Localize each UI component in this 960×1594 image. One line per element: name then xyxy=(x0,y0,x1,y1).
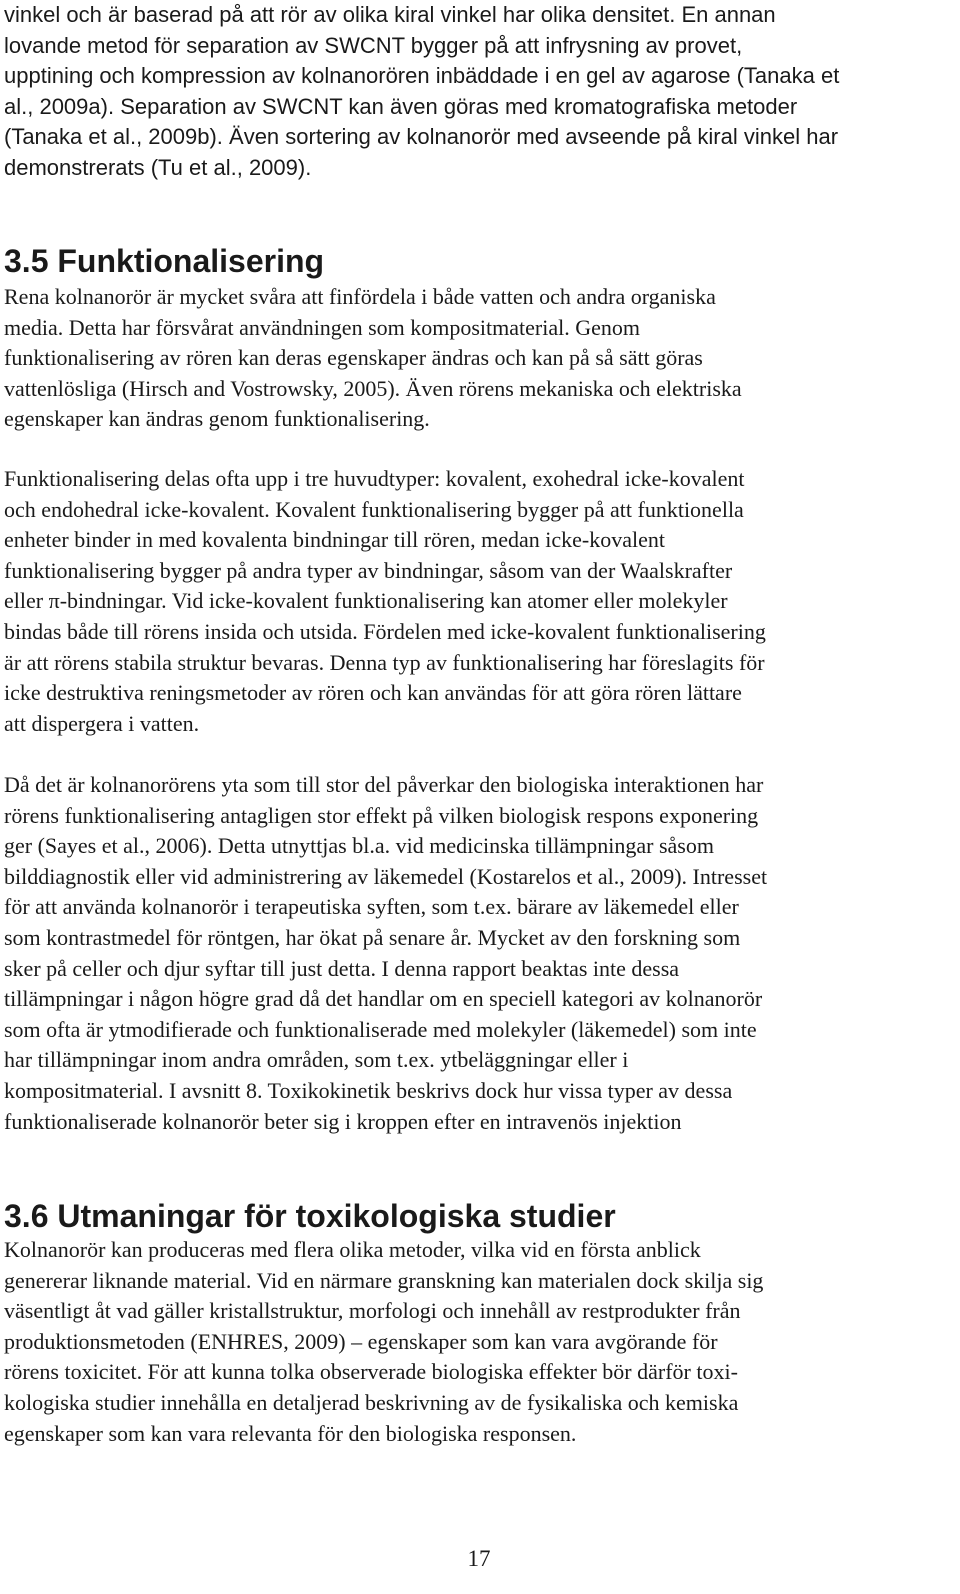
text-line: tillämpningar i någon högre grad då det handlar om en speciell kategori av kolnanorör xyxy=(4,986,763,1012)
text-line: sker på celler och djur syftar till just detta. I denna rapport beaktas inte dessa xyxy=(4,955,680,981)
intro-paragraph xyxy=(4,0,839,183)
text-line: upptining och kompression av kolnanorören inbäddade i en gel av agarose (Tanaka et xyxy=(4,63,840,88)
text-line: Rena kolnanorör är mycket svåra att finfördela i både vatten och andra organiska xyxy=(4,284,716,309)
text-line: rörens funktionalisering antagligen stor effekt på vilken biologisk respons exponering xyxy=(4,802,759,828)
section-heading-3-6: 3.6 Utmaningar för toxikologiska studier xyxy=(4,1198,616,1234)
text-line: för att använda kolnanorör i terapeutiska syften, som t.ex. bärare av läkemedel eller xyxy=(4,894,739,920)
text-line: och endohedral icke-kovalent. Kovalent funktionalisering bygger på att funktionella xyxy=(4,496,744,522)
text-line: bilddiagnostik eller vid administrering av läkemedel (Kostarelos et al., 2009). Intresset xyxy=(4,863,768,889)
text-line: kompositmaterial. I avsnitt 8. Toxikokinetik beskrivs dock hur vissa typer av dessa xyxy=(4,1077,733,1103)
text-line: produktionsmetoden (ENHRES, 2009) – egenskaper som kan vara avgörande för xyxy=(4,1328,718,1354)
page-number: 17 xyxy=(467,1546,491,1571)
text-line: Kolnanorör kan produceras med flera olika metoder, vilka vid en första anblick xyxy=(4,1237,701,1262)
text-line: genererar liknande material. Vid en närmare granskning kan materialen dock skilja sig xyxy=(4,1267,764,1293)
text-line: är att rörens stabila struktur bevaras. Denna typ av funktionalisering har föreslagits för xyxy=(4,649,765,675)
text-line: som kontrastmedel för röntgen, har ökat på senare år. Mycket av den forskning som xyxy=(4,924,741,950)
section-3-5-paragraph-1 xyxy=(4,282,742,435)
text-line: enheter binder in med kovalenta bindningar till rören, medan icke-kovalent xyxy=(4,527,665,553)
text-line: kologiska studier innehålla en detaljerad beskrivning av de fysikaliska och kemiska xyxy=(4,1389,739,1415)
text-line: funktionalisering av rören kan deras egenskaper ändras och kan på så sätt göras xyxy=(4,345,703,371)
text-line: att dispergera i vatten. xyxy=(4,710,200,736)
text-line: funktionalisering bygger på andra typer av bindningar, såsom van der Waalskrafter xyxy=(4,557,733,583)
text-line: (Tanaka et al., 2009b). Även sortering av kolnanorör med avseende på kiral vinkel har xyxy=(4,124,839,149)
section-3-5-paragraph-3 xyxy=(4,770,767,1137)
text-line: al., 2009a). Separation av SWCNT kan även göras med kromatografiska metoder xyxy=(4,93,798,119)
text-line: egenskaper som kan vara relevanta för den biologiska responsen. xyxy=(4,1420,577,1446)
text-line: Då det är kolnanorörens yta som till stor del påverkar den biologiska interaktionen har xyxy=(4,772,764,797)
text-line: vattenlösliga (Hirsch and Vostrowsky, 2005). Även rörens mekaniska och elektriska xyxy=(4,375,742,401)
text-line: som ofta är ytmodifierade och funktionaliserade med molekyler (läkemedel) som inte xyxy=(4,1016,757,1042)
text-line: demonstrerats (Tu et al., 2009). xyxy=(4,154,312,180)
text-line: media. Detta har försvårat användningen som kompositmaterial. Genom xyxy=(4,314,640,340)
text-line: icke destruktiva reningsmetoder av rören och kan användas för att göra rören lättare xyxy=(4,680,742,706)
text-line: vinkel och är baserad på att rör av olika kiral vinkel har olika densitet. En annan xyxy=(4,2,776,27)
text-line: Funktionalisering delas ofta upp i tre huvudtyper: kovalent, exohedral icke-kovalent xyxy=(4,466,745,491)
text-line: eller π-bindningar. Vid icke-kovalent funktionalisering kan atomer eller molekyler xyxy=(4,588,728,614)
text-line: egenskaper kan ändras genom funktionalisering. xyxy=(4,406,430,432)
text-line: ger (Sayes et al., 2006). Detta utnyttjas bl.a. vid medicinska tillämpningar såsom xyxy=(4,833,714,859)
section-heading-3-5: 3.5 Funktionalisering xyxy=(4,243,325,279)
text-line: rörens toxicitet. För att kunna tolka observerade biologiska effekter bör därför toxi- xyxy=(4,1359,738,1385)
text-line: bindas både till rörens insida och utsida. Fördelen med icke-kovalent funktionalisering xyxy=(4,618,766,644)
text-line: funktionaliserade kolnanorör beter sig i kroppen efter en intravenös injektion xyxy=(4,1108,682,1134)
text-line: väsentligt åt vad gäller kristallstruktur, morfologi och innehåll av restprodukter från xyxy=(4,1298,741,1324)
section-3-6-paragraph-1 xyxy=(4,1235,763,1449)
text-line: har tillämpningar inom andra områden, som t.ex. ytbeläggningar eller i xyxy=(4,1047,629,1073)
section-3-5-paragraph-2 xyxy=(4,464,766,739)
text-line: lovande metod för separation av SWCNT bygger på att infrysning av provet, xyxy=(4,32,743,58)
